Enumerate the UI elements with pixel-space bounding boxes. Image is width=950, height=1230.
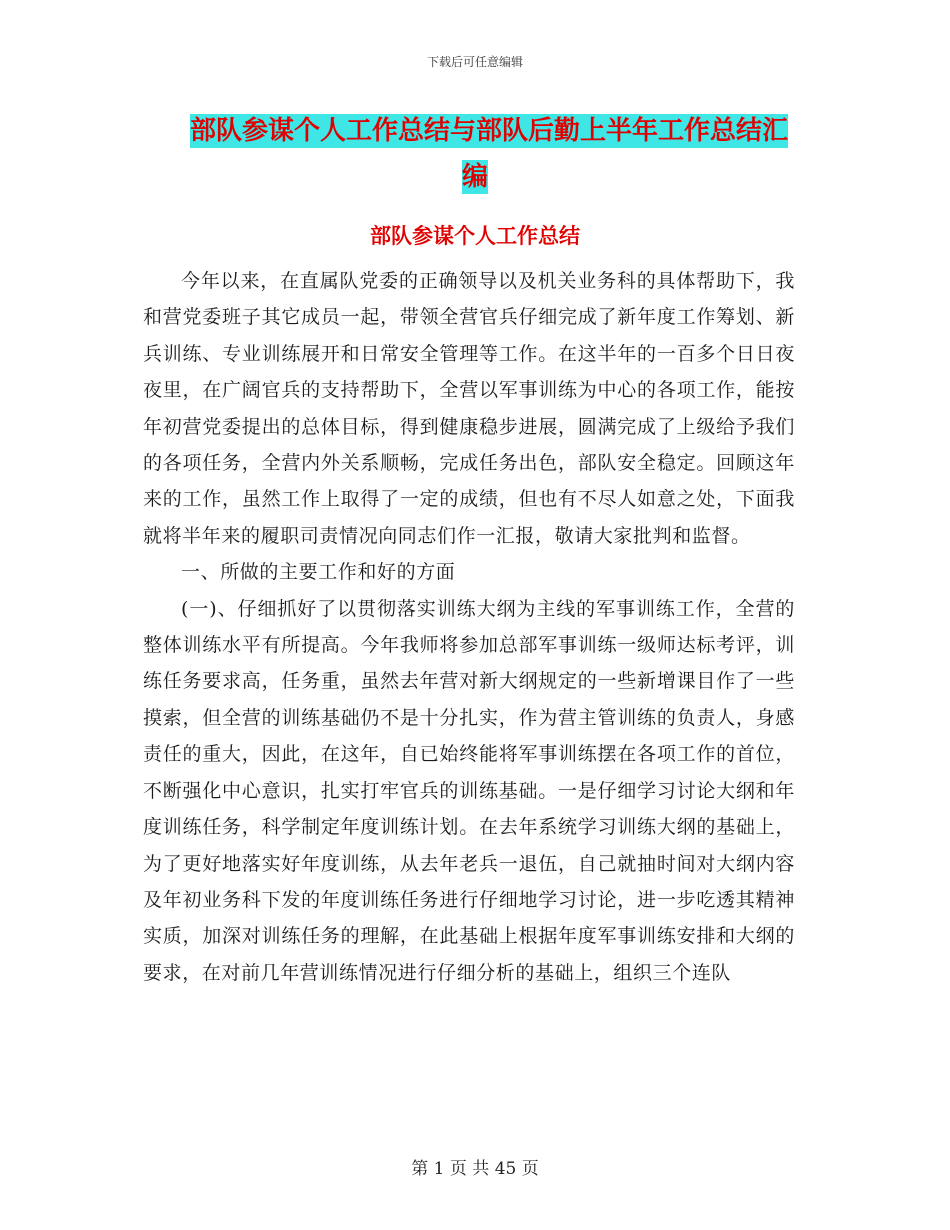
page-footer: 第 1 页 共 45 页 (411, 1159, 539, 1179)
title-line-2: 编 (461, 162, 488, 192)
body-text (143, 263, 795, 991)
paragraph: 一、所做的主要工作和好的方面 (181, 561, 456, 584)
paragraph: (一)、仔细抓好了以贯彻落实训练大纲为主线的军事训练工作，全营的整体训练水平有所提高。今年我师将参加总部军事训练一级师达标考评，训练任务要求高，任务重，虽然去年营对新大纲规定的一些新增课目作了一些摸索，但全营的训练基础仍不是十分扎实，作为营主管训练的负责人，身感责任的重大，因此，在这年，自已始终能将军事训练摆在各项工作的首位，不断强化中心意识，扎实打牢官兵的训练基础。一是仔细学习讨论大纲和年度训练任务，科学制定年度训练计划。在去年系统学习训练大纲的基础上，为了更好地落实好年度训练，从去年老兵一退伍，自己就抽时间对大纲内容及年初业务科下发的年度训练任务进行仔细地学习讨论，进一步吃透其精神实质，加深对训练任务的理解，在此基础上根据年度军事训练安排和大纲的要求，在对前几年营训练情况进行仔细分析的基础上，组织三个连队 (143, 597, 795, 984)
header-note: 下载后可任意编辑 (426, 55, 523, 69)
section-title: 部队参谋个人工作总结 (370, 224, 580, 248)
paragraph: 今年以来，在直属队党委的正确领导以及机关业务科的具体帮助下，我和营党委班子其它成员一起，带领全营官兵仔细完成了新年度工作筹划、新兵训练、专业训练展开和日常安全管理等工作。在这半年的一百多个日日夜夜里，在广阔官兵的支持帮助下，全营以军事训练为中心的各项工作，能按年初营党委提出的总体目标，得到健康稳步进展，圆满完成了上级给予我们的各项任务，全营内外关系顺畅，完成任务出色，部队安全稳定。回顾这年来的工作，虽然工作上取得了一定的成绩，但也有不尽人如意之处，下面我就将半年来的履职司责情况向同志们作一汇报，敬请大家批判和监督。 (143, 270, 795, 547)
document-title (190, 108, 810, 200)
title-line-1: 部队参谋个人工作总结与部队后勤上半年工作总结汇 (190, 116, 789, 146)
